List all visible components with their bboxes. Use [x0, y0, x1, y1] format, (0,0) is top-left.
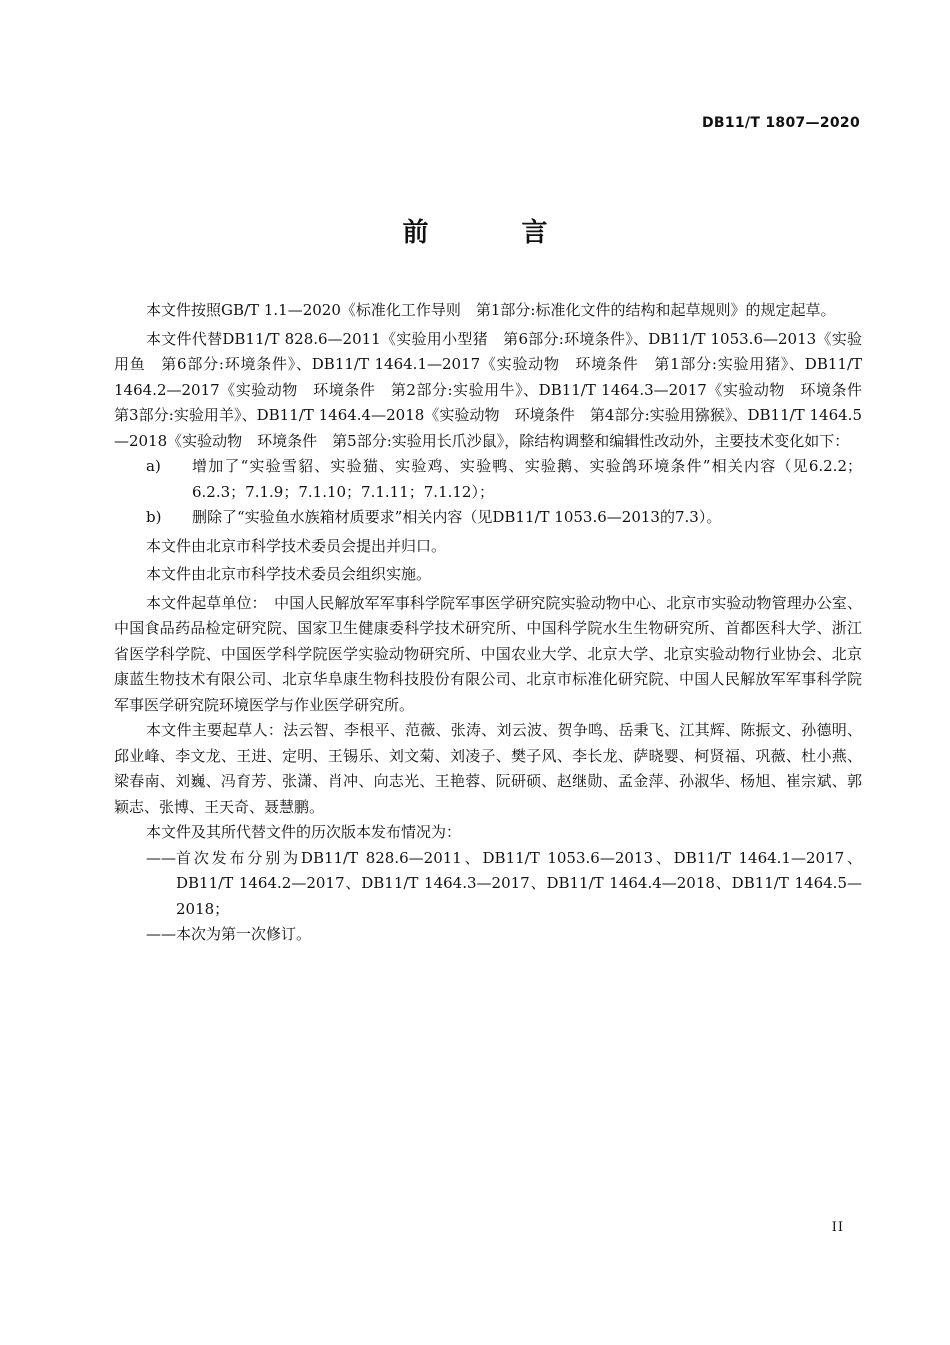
- list-marker: a): [146, 457, 161, 475]
- list-item-b: [114, 505, 862, 531]
- standard-code: DB11/T 1807—2020: [701, 115, 860, 131]
- paragraph-basis: 本文件按照GB/T 1.1—2020《标准化工作导则 第1部分:标准化文件的结构和起草规则》的规定起草。: [146, 301, 836, 319]
- history-item-text: 首次发布分别为DB11/T 828.6—2011、DB11/T 1053.6—2013、DB11/T 1464.1—2017、DB11/T 1464.2—2017、DB11/T 1464.3—2017、DB11/T 1464.4—2018、DB11/T 1464.5—2018；: [176, 848, 862, 918]
- paragraph-history: 本文件及其所代替文件的历次版本发布情况为：: [146, 823, 462, 841]
- page-title: 前 言: [402, 218, 590, 248]
- paragraph-implementer: 本文件由北京市科学技术委员会组织实施。: [146, 565, 432, 583]
- list-item-text: 增加了“实验雪貂、实验猫、实验鸡、实验鸭、实验鹅、实验鸽环境条件”相关内容（见6.2.2；6.2.3；7.1.9；7.1.10；7.1.11；7.1.12）；: [192, 457, 862, 501]
- history-item-revision: [114, 922, 862, 948]
- page-number: II: [831, 1220, 844, 1235]
- paragraph-drafters: 本文件主要起草人：法云智、李根平、范薇、张涛、刘云波、贺争鸣、岳秉飞、江其辉、陈振文、孙德明、邱业峰、李文龙、王进、定明、王锡乐、刘文菊、刘凌子、樊子风、李长龙、萨晓婴、柯贤福、巩薇、杜小燕、梁春南、刘巍、冯育芳、张潇、肖冲、向志光、王艳蓉、阮研硕、赵继勋、孟金萍、孙淑华、杨旭、崔宗斌、郭颖志、张博、王天奇、聂慧鹏。: [114, 721, 862, 816]
- dash-marker: ——: [146, 848, 176, 867]
- list-item-a: [114, 454, 862, 505]
- document-body: [114, 298, 878, 948]
- dash-marker: ——: [146, 925, 176, 943]
- list-item-text: 删除了“实验鱼水族箱材质要求”相关内容（见DB11/T 1053.6—2013的7.3）。: [192, 508, 722, 526]
- paragraph-replaces: 本文件代替DB11/T 828.6—2011《实验用小型猪 第6部分:环境条件》、DB11/T 1053.6—2013《实验用鱼 第6部分:环境条件》、DB11/T 1464.1—2017《实验动物 环境条件 第1部分:实验用猪》、DB11/T 1464.2—2017《实验动物 环境条件 第2部分:实验用牛》、DB11/T 1464.3—2017《实验动物 环境条件 第3部分:实验用羊》、DB11/T 1464.4—2018《实验动物 环境条件 第4部分:实验用猕猴》、DB11/T 1464.5—2018《实验动物 环境条件 第5部分:实验用长爪沙鼠》，除结构调整和编辑性改动外，主要技术变化如下：: [114, 329, 878, 450]
- history-item-text: 本次为第一次修订。: [176, 925, 312, 943]
- list-marker: b): [146, 508, 162, 526]
- paragraph-proposer: 本文件由北京市科学技术委员会提出并归口。: [146, 536, 447, 555]
- history-item-first: [114, 846, 862, 923]
- paragraph-drafting-units: 本文件起草单位： 中国人民解放军军事科学院军事医学研究院实验动物中心、北京市实验动物管理办公室、中国食品药品检定研究院、国家卫生健康委科学技术研究所、中国科学院水生生物研究所、首都医科大学、浙江省医学科学院、中国医学科学院医学实验动物研究所、中国农业大学、北京大学、北京实验动物行业协会、北京康蓝生物技术有限公司、北京华阜康生物科技股份有限公司、北京市标准化研究院、中国人民解放军军事科学院军事医学研究院环境医学与作业医学研究所。: [114, 593, 862, 714]
